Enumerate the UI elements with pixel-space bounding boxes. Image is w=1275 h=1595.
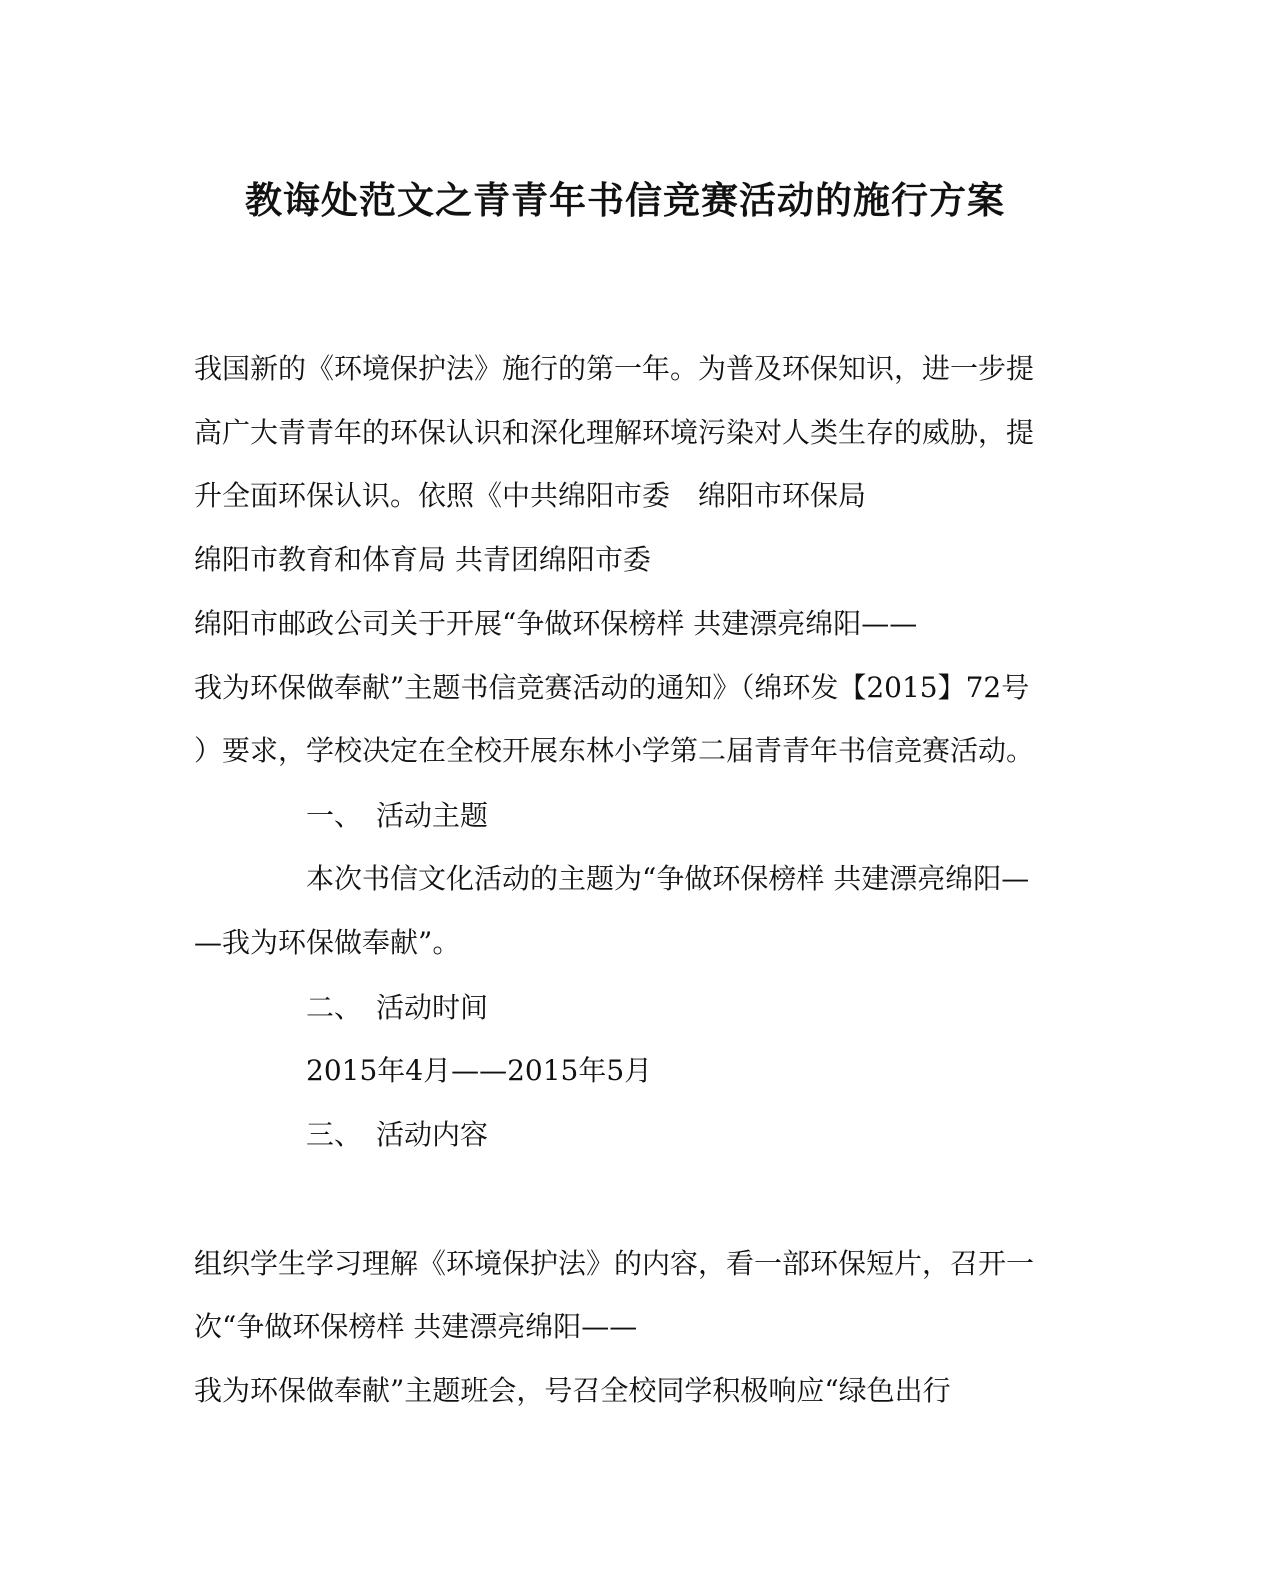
paragraph-line: —我为环保做奉献”。 [194,926,461,959]
document-title: 教诲处范文之青青年书信竞赛活动的施行方案 [245,178,1005,222]
paragraph-line: 本次书信文化活动的主题为“争做环保榜样 共建漂亮绵阳— [306,862,1030,895]
section-heading: 三、 活动内容 [306,1118,489,1151]
section-heading: 二、 活动时间 [306,991,489,1024]
section-heading: 一、 活动主题 [306,799,489,832]
paragraph-line: 升全面环保认识。依照《中共绵阳市委 绵阳市环保局 [194,479,867,512]
paragraph-line: 2015年4月——2015年5月 [306,1054,653,1087]
paragraph-line: 绵阳市邮政公司关于开展“争做环保榜样 共建漂亮绵阳—— [194,607,918,640]
paragraph-line: 我为环保做奉献”主题班会，号召全校同学积极响应“绿色出行 [194,1374,951,1407]
paragraph-line: 我国新的《环境保护法》施行的第一年。为普及环保知识，进一步提 [194,352,1035,385]
paragraph-line: 高广大青青年的环保认识和深化理解环境污染对人类生存的威胁，提 [194,416,1035,449]
paragraph-line: 我为环保做奉献”主题书信竞赛活动的通知》（绵环发【2015】72号 [194,671,1030,704]
paragraph-line: 次“争做环保榜样 共建漂亮绵阳—— [194,1310,638,1343]
paragraph-line: 绵阳市教育和体育局 共青团绵阳市委 [194,543,651,576]
paragraph-line: ）要求，学校决定在全校开展东林小学第二届青青年书信竞赛活动。 [194,734,1035,767]
paragraph-line: 组织学生学习理解《环境保护法》的内容，看一部环保短片，召开一 [194,1247,1035,1280]
